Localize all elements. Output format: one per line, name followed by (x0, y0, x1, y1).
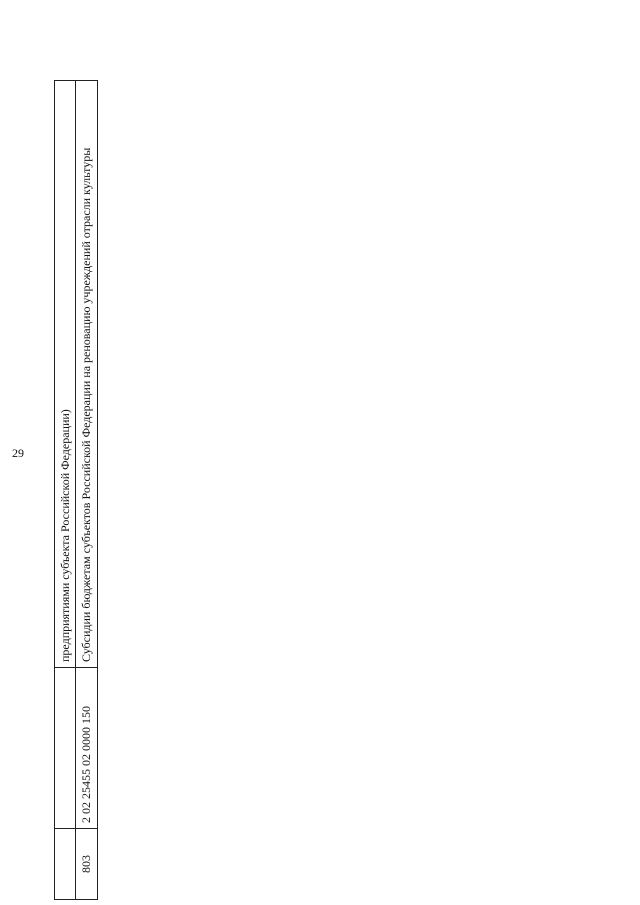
budget-code-cell: 2 02 25455 02 0000 150 (76, 668, 97, 829)
table-row (76, 81, 97, 900)
admin-code-cell (55, 829, 76, 900)
admin-code-cell: 803 (76, 829, 97, 900)
page-number: 29 (12, 446, 24, 460)
table-row (55, 81, 76, 900)
income-name-cell: Субсидии бюджетам субъектов Российской Федерации на реновацию учреждений отрасли культуры (76, 81, 97, 668)
budget-table (54, 80, 98, 900)
rotated-table-container (54, 80, 614, 900)
income-name-cell: предприятиями субъекта Российской Федерации) (55, 81, 76, 668)
budget-code-cell (55, 668, 76, 829)
